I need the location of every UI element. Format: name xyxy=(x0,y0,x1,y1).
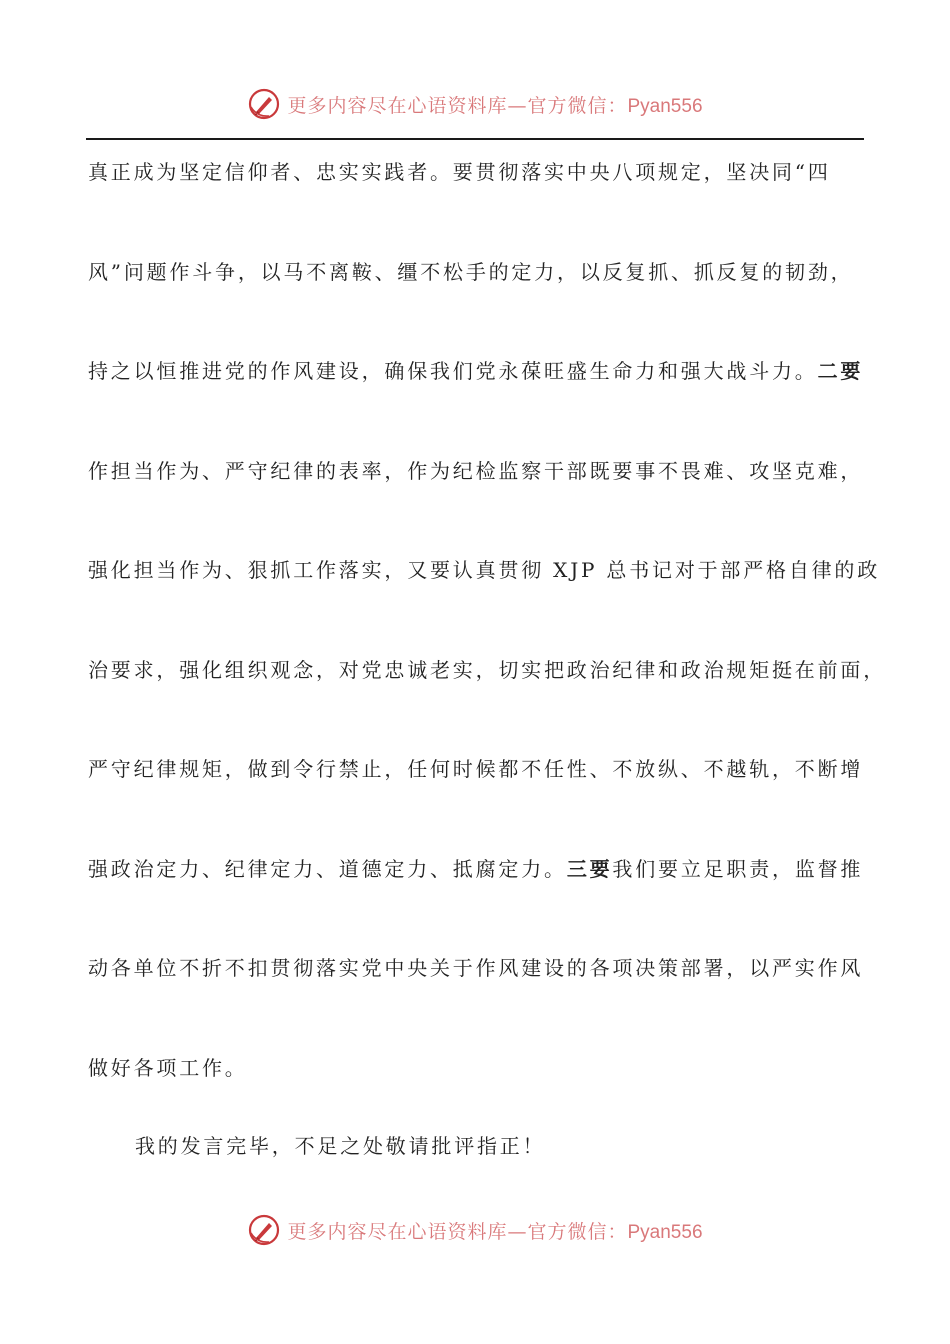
paragraph-line: 严守纪律规矩，做到令行禁止，任何时候都不任性、不放纵、不越轨，不断增 xyxy=(88,757,864,781)
emphasis-text: 三要 xyxy=(566,856,613,881)
pen-logo-icon xyxy=(247,87,281,121)
paragraph-line: 强化担当作为、狠抓工作落实，又要认真贯彻 XJP 总书记对于部严格自律的政 xyxy=(88,558,881,582)
header-banner-text: 更多内容尽在心语资料库—官方微信：Pyan556 xyxy=(287,94,703,117)
header-banner xyxy=(0,84,950,124)
paragraph-line: 强政治定力、纪律定力、道德定力、抵腐定力。三要我们要立足职责，监督推 xyxy=(88,856,864,881)
footer-banner xyxy=(0,1210,950,1250)
paragraph-line: 做好各项工作。 xyxy=(88,1055,248,1080)
paragraph-line: 真正成为坚定信仰者、忠实实践者。要贯彻落实中央八项规定，坚决同“四 xyxy=(88,160,831,184)
emphasis-text: 二要 xyxy=(817,359,864,383)
header-wechat-id: Pyan556 xyxy=(627,95,703,117)
paragraph-line: 治要求，强化组织观念，对党忠诚老实，切实把政治纪律和政治规矩挺在前面， xyxy=(88,657,886,682)
pen-logo-icon xyxy=(247,1213,281,1247)
footer-banner-text: 更多内容尽在心语资料库—官方微信：Pyan556 xyxy=(287,1220,703,1243)
footer-wechat-id: Pyan556 xyxy=(627,1221,703,1243)
header-divider xyxy=(86,138,864,140)
paragraph-line: 作担当作为、严守纪律的表率，作为纪检监察干部既要事不畏难、攻坚克难， xyxy=(88,458,864,483)
paragraph-line: 风”问题作斗争，以马不离鞍、缰不松手的定力，以反复抓、抓反复的韧劲， xyxy=(88,259,854,284)
document-body xyxy=(88,148,886,1143)
paragraph-line: 持之以恒推进党的作风建设，确保我们党永葆旺盛生命力和强大战斗力。二要 xyxy=(88,359,864,383)
paragraph-line: 动各单位不折不扣贯彻落实党中央关于作风建设的各项决策部署，以严实作风 xyxy=(88,956,864,980)
closing-remark: 我的发言完毕，不足之处敬请批评指正！ xyxy=(135,1134,546,1158)
